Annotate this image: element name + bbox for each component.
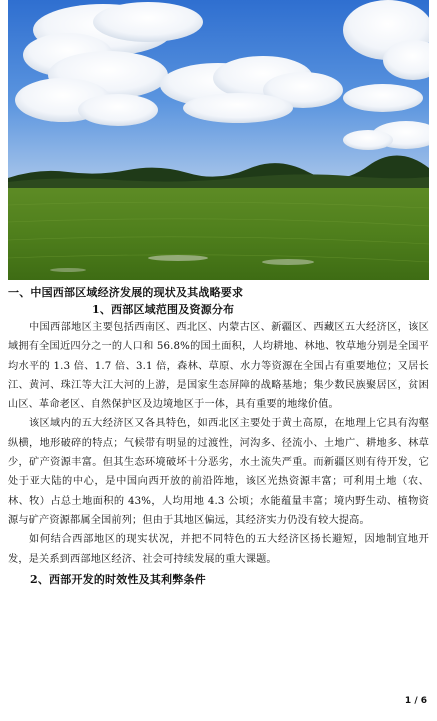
- paragraph: 如何结合西部地区的现实状况，并把不同特色的五大经济区扬长避短，因地制宜地开发，是关系到西部地区经济、社会可持续发展的重大课题。: [8, 534, 429, 565]
- page-indicator: 1 / 6: [404, 696, 427, 706]
- landscape-photo: [8, 0, 429, 280]
- section-heading: 一、中国西部区域经济发展的现状及其战略要求: [8, 286, 244, 299]
- document-body: [8, 285, 429, 588]
- subsection-heading: 1、西部区域范围及资源分布: [92, 303, 235, 316]
- subsection-heading: 2、西部开发的时效性及其利弊条件: [30, 572, 206, 586]
- paragraph: 该区域内的五大经济区又各具特色，如西北区主要处于黄土高原，在地理上它具有沟壑纵横，地形破碎的特点；气候带有明显的过渡性，河沟多、径流小、土地广、耕地多、林草少，矿产资源丰富。但其生态环境破坏十分恶劣，水土流失严重。而新疆区则有待开发，它处于亚大陆的中心，是中国向西开放的前沿阵地，该区光热资源丰富；可利用土地（农、林、牧）占总土地面积的 43%，人均用地 4.3 公顷；水能蕴量丰富；境内野生动、植物资源与矿产资源都属全国前列；但由于其地区偏远，其经济实力仍没有较大提高。: [8, 418, 429, 526]
- paragraph: 中国西部地区主要包括西南区、西北区、内蒙古区、新疆区、西藏区五大经济区，该区域拥有全国近四分之一的人口和 56.8%的国土面积，人均耕地、林地、牧草地分别是全国平均水平的 1.3 倍、1.7 倍、3.1 倍，森林、草原、水力等资源在全国占有重要地位；又居长江、黄河、珠江等大江大河的上游，是国家生态屏障的战略基地；集少数民族聚居区，贫困山区、革命老区、自然保护区及边境地区于一体，具有重要的地缘价值。: [8, 322, 429, 411]
